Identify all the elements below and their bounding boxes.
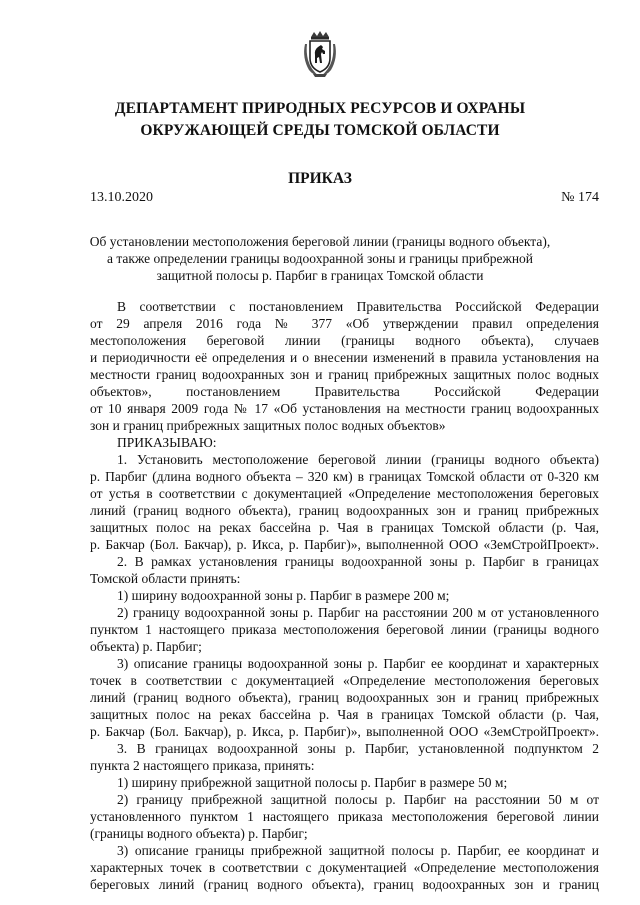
body-line: р. Парбиг (длина водного объекта – 320 км) в границах Томской области от 0-320 км — [90, 469, 599, 484]
body-line: р. Бакчар (Бол. Бакчар), р. Икса, р. Парбиг)», выполненной ООО «ЗемСтройПроект». — [90, 537, 599, 552]
body-line: защитных полос на реках бассейна р. Чая в границах Томской области (р. Чая, — [90, 520, 599, 535]
subject-line: а также определении границы водоохранной зоны и границы прибрежной — [106, 251, 534, 266]
body-line: 2. В рамках установления границы водоохранной зоны р. Парбиг в границах — [117, 554, 599, 569]
body-line: и периодичности её определения и о внесении изменений в правила установления на — [90, 350, 599, 365]
document-number: № 174 — [561, 190, 599, 205]
body-line: береговых линий (границ водного объекта), границ водоохранных зон и границ — [90, 877, 599, 892]
body-line: объекта) р. Парбиг; — [90, 639, 202, 654]
organization-name-line-1: ДЕПАРТАМЕНТ ПРИРОДНЫХ РЕСУРСОВ И ОХРАНЫ — [114, 100, 526, 117]
body-line: от 29 апреля 2016 года № 377 «Об утверждении правил определения — [90, 316, 599, 331]
document-title: ПРИКАЗ — [288, 170, 352, 187]
body-line: р. Бакчар (Бол. Бакчар), р. Икса, р. Парбиг)», выполненной ООО «ЗемСтройПроект». — [90, 724, 599, 739]
body-line: точек в соответствии с документацией «Определение местоположения береговых — [90, 673, 599, 688]
body-line: защитных полос на реках бассейна р. Чая в границах Томской области (р. Чая, — [90, 707, 599, 722]
body-line: местности границ водоохранных зон и границ прибрежных защитных полос водных — [90, 367, 599, 382]
document-date: 13.10.2020 — [90, 190, 153, 205]
body-line: линий (границ водного объекта), границ водоохранных зон и границ прибрежных — [90, 503, 599, 518]
body-line: пунктом 1 настоящего приказа местоположения береговой линии (границы водного — [90, 622, 599, 637]
body-line: объектов», постановлением Правительства Российской Федерации — [90, 384, 599, 399]
body-line: 1. Установить местоположение береговой линии (границы водного объекта) — [117, 452, 599, 467]
body-line: 3) описание границы водоохранной зоны р. Парбиг ее координат и характерных — [117, 656, 599, 671]
subject-line: Об установлении местоположения береговой линии (границы водного объекта), — [89, 234, 551, 249]
body-line: 2) границу прибрежной защитной полосы р. Парбиг на расстоянии 50 м от — [117, 792, 599, 807]
body-line: характерных точек в соответствии с документацией «Определение местоположения — [90, 860, 599, 875]
body-line: зон и границ прибрежных защитных полос водных объектов» — [90, 418, 446, 433]
body-line: от устья в соответствии с документацией «Определение местоположения береговых — [90, 486, 599, 501]
body-line: линий (границ водного объекта), границ водоохранных зон и границ прибрежных — [90, 690, 599, 705]
body-line: 1) ширину водоохранной зоны р. Парбиг в размере 200 м; — [117, 588, 450, 603]
body-line: Томской области принять: — [90, 571, 241, 586]
body-line: установленного пунктом 1 настоящего приказа местоположения береговой линии — [90, 809, 599, 824]
body-line: от 10 января 2009 года № 17 «Об установления на местности границ водоохранных — [90, 401, 599, 416]
body-line: пункта 2 настоящего приказа, принять: — [90, 758, 315, 773]
body-line: 3) описание границы прибрежной защитной полосы р. Парбиг, ее координат и — [117, 843, 599, 858]
body-line: (границы водного объекта) р. Парбиг; — [90, 826, 308, 841]
body-line: 1) ширину прибрежной защитной полосы р. Парбиг в размере 50 м; — [117, 775, 508, 790]
coat-of-arms-icon — [301, 30, 339, 78]
body-line: ПРИКАЗЫВАЮ: — [117, 435, 217, 450]
subject-line: защитной полосы р. Парбиг в границах Томской области — [156, 268, 484, 283]
organization-name-line-2: ОКРУЖАЮЩЕЙ СРЕДЫ ТОМСКОЙ ОБЛАСТИ — [140, 122, 500, 139]
body-line: 3. В границах водоохранной зоны р. Парбиг, установленной подпунктом 2 — [117, 741, 599, 756]
body-line: местоположения береговой линии (границы водного объекта), случаев — [90, 333, 599, 348]
body-line: В соответствии с постановлением Правительства Российской Федерации — [117, 299, 599, 314]
body-line: 2) границу водоохранной зоны р. Парбиг на расстоянии 200 м от установленного — [117, 605, 599, 620]
